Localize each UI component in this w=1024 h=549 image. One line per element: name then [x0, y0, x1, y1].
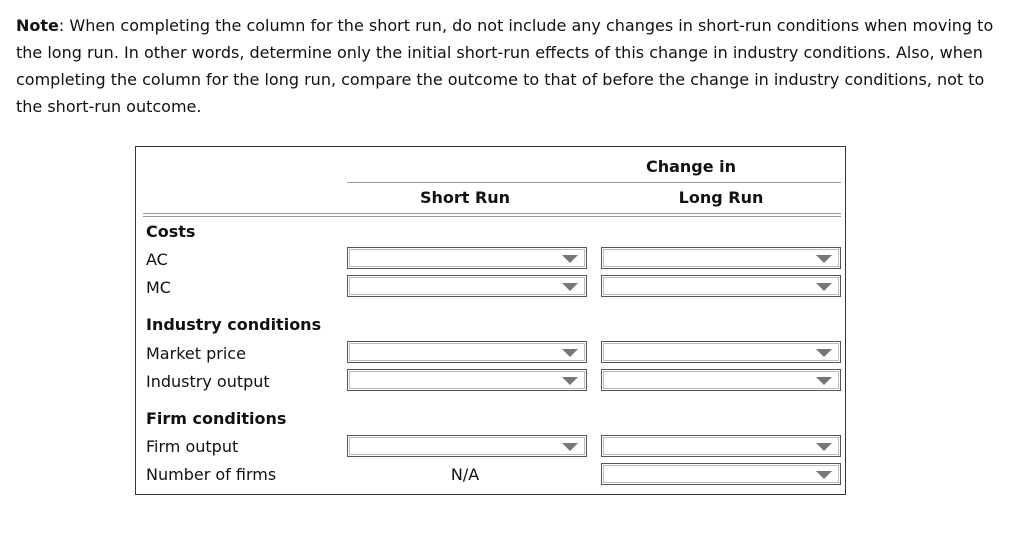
market-price-long-run-dropdown[interactable] [601, 341, 841, 363]
chevron-down-icon [562, 283, 578, 291]
ac-long-run-dropdown[interactable] [601, 247, 841, 269]
mc-long-run-dropdown[interactable] [601, 275, 841, 297]
firm-output-short-run-dropdown[interactable] [347, 435, 587, 457]
industry-output-long-run-dropdown[interactable] [601, 369, 841, 391]
row-label-number-of-firms: Number of firms [146, 465, 277, 484]
chevron-down-icon [816, 471, 832, 479]
chevron-down-icon [562, 443, 578, 451]
number-of-firms-short-run-na: N/A [450, 465, 480, 484]
chevron-down-icon [816, 443, 832, 451]
row-label-firm-output: Firm output [146, 437, 239, 456]
section-title-industry-conditions: Industry conditions [146, 315, 322, 334]
mc-short-run-dropdown[interactable] [347, 275, 587, 297]
note-text: : When completing the column for the short run, do not include any changes in short-run conditions when moving to the long run. In other words, determine only the initial short-run effects of this change in industry conditions. Also, when completing the column for the long run, compare the outcome to that of before the change in industry conditions, not to the short-run outcome. [16, 16, 994, 116]
section-title-firm-conditions: Firm conditions [146, 409, 287, 428]
table-header-rule [143, 216, 841, 217]
chevron-down-icon [816, 283, 832, 291]
chevron-down-icon [562, 349, 578, 357]
instruction-note [16, 12, 1006, 120]
chevron-down-icon [816, 377, 832, 385]
market-price-short-run-dropdown[interactable] [347, 341, 587, 363]
chevron-down-icon [562, 255, 578, 263]
section-title-costs: Costs [146, 222, 196, 241]
note-label: Note [16, 16, 59, 35]
chevron-down-icon [562, 377, 578, 385]
column-header-short-run: Short Run [419, 188, 511, 207]
header-change-in: Change in [645, 157, 737, 176]
row-label-mc: MC [146, 278, 171, 297]
table-header-rule [143, 213, 841, 214]
firm-output-long-run-dropdown[interactable] [601, 435, 841, 457]
chevron-down-icon [816, 349, 832, 357]
answer-table [135, 146, 846, 495]
ac-short-run-dropdown[interactable] [347, 247, 587, 269]
row-label-industry-output: Industry output [146, 372, 270, 391]
industry-output-short-run-dropdown[interactable] [347, 369, 587, 391]
row-label-ac: AC [146, 250, 168, 269]
chevron-down-icon [816, 255, 832, 263]
column-header-long-run: Long Run [678, 188, 764, 207]
row-label-market-price: Market price [146, 344, 246, 363]
number-of-firms-long-run-dropdown[interactable] [601, 463, 841, 485]
header-divider [347, 182, 841, 183]
